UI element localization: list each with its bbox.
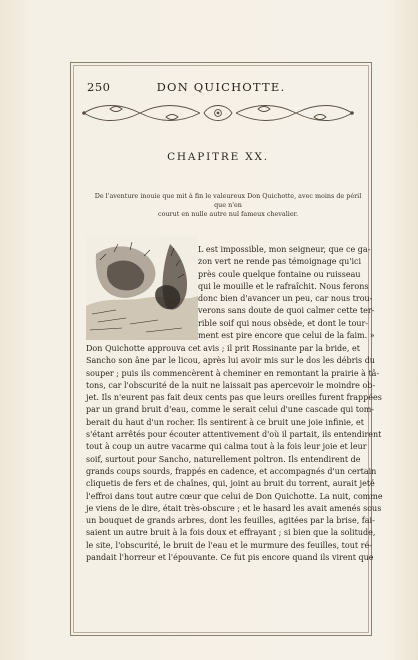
- text-line: zon vert ne rende pas témoignage qu'ici: [198, 257, 362, 267]
- drop-cap-paragraph: [198, 244, 375, 342]
- main-paragraph: [86, 343, 383, 564]
- text-line: donc bien d'avancer un peu, car nous trou-: [198, 294, 373, 304]
- drop-cap-illustration: [86, 236, 198, 340]
- chapter-summary: [93, 192, 363, 219]
- text-line: un bouquet de grands arbres, dont les feuilles, agitées par la brise, fai-: [86, 516, 375, 526]
- page-header: [87, 80, 355, 98]
- text-line: tout à coup un autre vacarme qui calma tout à la fois leur joie et leur: [86, 442, 367, 452]
- text-line: Sancho son âne par le licou, après lui avoir mis sur le dos les débris du: [86, 356, 375, 366]
- text-line: ment est pire encore que celui de la faim. »: [198, 331, 375, 341]
- text-line: saient un autre bruit à la fois doux et effrayant ; si bien que la solitude,: [86, 528, 376, 538]
- text-line: soif, surtout pour Sancho, naturellement poltron. Ils entendirent de: [86, 454, 361, 464]
- text-line: par un grand bruit d'eau, comme le serait celui d'une cascade qui tom-: [86, 405, 375, 415]
- summary-line: courut en nulle autre nul fameux chevalier.: [158, 210, 298, 218]
- page-number: 250: [87, 80, 111, 94]
- text-line: s'étant arrêtés pour écouter attentivement d'où il partait, ils entendirent: [86, 430, 382, 440]
- text-line: le site, l'obscurité, le bruit de l'eau et le murmure des feuilles, tout ré-: [86, 540, 372, 550]
- text-line: souper ; puis ils commencèrent à cheminer en remontant la prairie à tâ-: [86, 368, 380, 378]
- text-line: berait du haut d'un rocher. Ils sentirent à ce bruit une joie infinie, et: [86, 417, 364, 427]
- chapter-title: CHAPITRE XX.: [167, 151, 269, 163]
- text-line: Don Quichotte approuva cet avis ; il prit Rossinante par la bride, et: [86, 344, 360, 353]
- summary-line: De l'aventure inouie que mit à fin le valeureux Don Quichotte, avec moins de péril que n'en: [94, 192, 362, 209]
- text-line: grands coups sourds, frappés en cadence, et accompagnés d'un certain: [86, 466, 377, 476]
- text-line: pandait l'horreur et l'épouvante. Ce fut pis encore quand ils virent que: [86, 553, 374, 563]
- text-line: tons, car l'obscurité de la nuit ne laissait pas apercevoir le moindre ob-: [86, 380, 376, 390]
- text-line: verons sans doute de quoi calmer cette ter-: [198, 306, 375, 316]
- running-title: DON QUICHOTTE.: [156, 80, 286, 94]
- text-line: cliquetis de fers et de chaînes, qui, joint au bruit du torrent, aurait jeté: [86, 479, 375, 489]
- text-line: je viens de le dire, était très-obscure ; et le hasard les avait amenés sous: [86, 503, 382, 513]
- text-line: qui le mouille et le rafraîchit. Nous ferons: [198, 281, 369, 291]
- text-line: L est impossible, mon seigneur, que ce ga-: [198, 245, 371, 254]
- text-line: jet. Ils n'eurent pas fait deux cents pas que leurs oreilles furent frappées: [86, 393, 382, 403]
- text-line: près coule quelque fontaine ou ruisseau: [198, 269, 361, 279]
- text-line: rible soif qui nous obsède, et dont le tour-: [198, 318, 369, 328]
- text-line: l'effroi dans tout autre cœur que celui de Don Quichotte. La nuit, comme: [86, 491, 383, 501]
- decorative-header-ornament: [80, 101, 356, 125]
